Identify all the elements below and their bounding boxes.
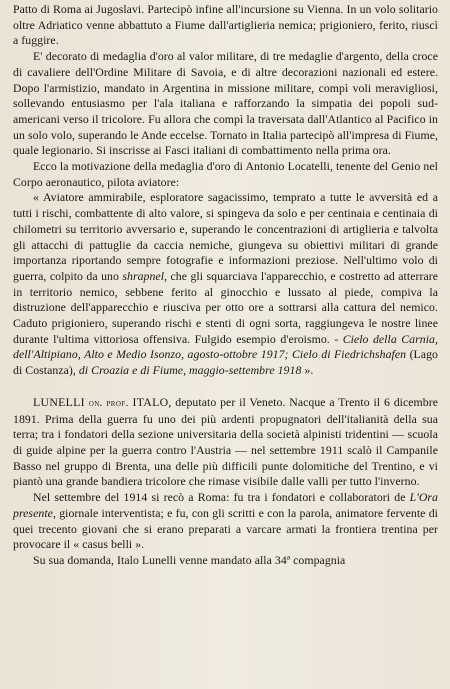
paragraph-motivation-quote (13, 190, 438, 378)
bio-titles: on. prof. (88, 397, 129, 409)
quote-text-1: « Aviatore ammirabile, esploratore sagacissimo, temprato a tutte le avversità ed a tutti i rischi, combattente di alto valore, si spingeva da solo e per centinaia e centinaia di chilometri su territorio avversario e, superando le concentrazioni di artiglieria e talvolta gli attacchi di pattuglie da caccia nemiche, giungeva su obiettivi militari di grande importanza riportando sempre fotografie e informazioni preziose. Nell'ultimo volo di guerra, colpito da uno (13, 190, 438, 283)
bio-text: , deputato per il Veneto. Nacque a Trento il 6 dicembre 1891. Prima della guerra fu uno dei più ardenti propugnatori dell'italianità della sua terra; tra i fondatori della sezione universitaria della società alpinisti tridentini — scuola di guide alpine per la guerra contro l'Austria — nel settembre 1911 scalò il Campanile Basso nel gruppo di Brenta, una delle più difficili punte dolomitiche del Trentino, e vi piantò una grande bandiera tricolore che rimase visibile dalle valli per tutto l'inverno. (13, 394, 438, 489)
bio-firstname: ITALO (132, 394, 169, 409)
paragraph-company: Su sua domanda, Italo Lunelli venne mandato alla 34ª compagnia (33, 552, 346, 567)
rome-text-1: Nel settembre del 1914 si recò a Roma: fu tra i fondatori e collaboratori de (33, 490, 410, 505)
quote-places-2: di Croazia e di Fiume, maggio-settembre 1918 (78, 363, 302, 378)
paragraph-intro: Patto di Roma ai Jugoslavi. Partecipò infine all'incursione su Vienna. In un volo solitario oltre Adriatico venne abbattuto a Fiume dall'artiglieria nemica; prigioniero, ferito, riuscì a fuggire. (13, 2, 438, 48)
paragraph-lunelli-bio (13, 395, 438, 490)
quote-places: Cielo della Carnia, dell'Altipiano, Alto e Medio Isonzo, agosto-ottobre 1917; Cielo di Fiedrichshafen (13, 331, 438, 362)
rome-journal: L'Ora presente (13, 490, 438, 520)
paragraph-rome-1914 (13, 490, 438, 553)
quote-text-2: , che gli squarciava l'apparecchio, e costretto ad atterrare in territorio nemico, sebbene ferito al ginocchio e lussato al piede, compiva la distruzione dell'apparecchio e riusciva per otto ore a sottrarsi alla cattura del nemico. Caduto prigioniero, superando rischi e stenti di ogni sorta, raggiungeva le nostre linee durante l'ultima vittoriosa offensiva. Fulgido esempio d'eroismo. - (13, 268, 438, 346)
bio-surname: LUNELLI (33, 394, 85, 409)
paragraph-motivation-intro: Ecco la motivazione della medaglia d'oro di Antonio Locatelli, tenente del Genio nel Corpo aeronautico, pilota aviatore: (13, 159, 438, 189)
quote-shrapnel: shrapnel (122, 268, 165, 283)
rome-text-2: , giornale interventista; e fu, con gli scritti e con la parola, animatore fervente di quei trecento giovani che si erano preparati a varcare armati la frontiera trentina per provocare il « casus belli ». (13, 505, 438, 552)
quote-lago: (Lago di Costanza), (13, 347, 438, 378)
paragraph-decorations: E' decorato di medaglia d'oro al valor militare, di tre medaglie d'argento, della croce di cavaliere dell'Ordine Militare di Savoia, e di altre decorazioni nazionali ed estere. Dopo l'armistizio, mandato in Argentina in missione militare, compì voli meravigliosi, sollevando entusiasmo per l'ala italiana e rafforzando la simpatia dei popoli sud-americani verso il tricolore. Fu allora che compì la traversata dall'Atlantico al Pacifico in un solo volo, superando le Ande eccelse. Tornato in Italia partecipò all'impresa di Fiume, quale legionario. Si inscrisse ai Fasci italiani di combattimento nella prima ora. (13, 49, 438, 158)
quote-close: ». (301, 363, 314, 378)
